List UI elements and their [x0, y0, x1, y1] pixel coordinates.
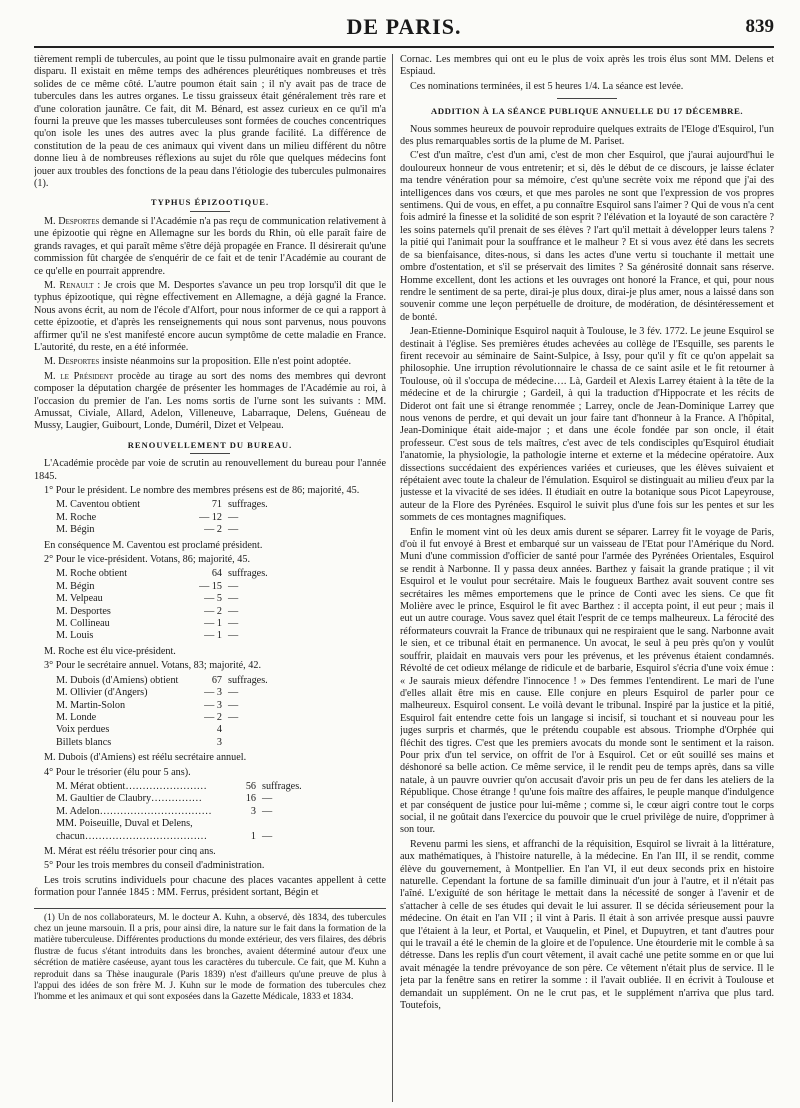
vote-unit: suffrages. [228, 499, 268, 511]
paragraph-president-result: En conséquence M. Caventou est proclamé président. [44, 539, 263, 551]
paragraph-eloge-2: Jean-Etienne-Dominique Esquirol naquit à Toulouse, le 3 fév. 1772. Le jeune Esquirol se destinait à l'église. Ses premières études achevées au collège de l'Esquille, ses parents le firent recevoir au séminaire de Saint-Sulpice, à Issy, pour qu'il y fît ce qu'on appelait sa philosophie. Une irruption révolutionnaire le chassa de ce saint asile et le fit retourner à Toulouse, où il s'occupa de médecine…. Là, Gardeil et Alexis Larrey étaient à la tête de la médecine et de la chirurgie ; Gardeil, à qui la traduction d'Hippocrate et les récits de Diderot ont fait une si étrange renommée ; Larrey, oncle de Jean-Dominique Larrey que nous venons de perdre, et qui devait un jour faire tant d'honneur à la France. A l'hôpital, Jean-Dominique était aide-major ; et dans une école fondée par son oncle, il était professeur. C'est sous de tels maîtres, c'est avec de tels condisciples qu'Esquirol étudiait l'anatomie, la physiologie, la pathologie interne et externe et la médecine opératoire. Aux dissections succédaient des expériences variées et curieuses, que les élèves suivaient et répétaient avec toute la chaleur de l'émulation. Esquirol se distinguait au milieu d'eux par la justesse et la vivacité de ses idées. Il étudiait en outre la botanique sous Picot Lapeyrouse, auteur de la Flore des Pyrénées. Esquirol le suivit plus d'une fois sur les pentes et sur les sommets de ces montagnes magnifiques. [400, 326, 774, 524]
vote-row [56, 675, 296, 687]
vote-unit: — [262, 830, 273, 842]
candidate-name: M. Adelon…………………………… [56, 805, 212, 817]
candidate-name: chacun……………………………… [56, 830, 208, 842]
vote-row [56, 606, 296, 618]
section-heading-bureau-text: RENOUVELLEMENT DU BUREAU. [127, 439, 293, 450]
paragraph-secretary-vote: 3° Pour le secrétaire annuel. Votans, 83; majorité, 42. [44, 660, 262, 672]
paragraph-secretary-result: M. Dubois (d'Amiens) est réélu secrétaire annuel. [44, 752, 247, 764]
vote-row [56, 806, 326, 818]
vote-row [56, 712, 296, 724]
candidate-name: M. Bégin [56, 524, 95, 536]
vote-count: — 3 [204, 699, 222, 711]
vote-count: — 5 [204, 593, 222, 605]
paragraph-treasurer-result: M. Mérat est réélu trésorier pour cinq ans. [44, 845, 216, 857]
paragraph-treasurer-vote: 4° Pour le trésorier (élu pour 5 ans). [44, 766, 191, 778]
candidate-name: MM. Poiseuille, Duval et Delens, [56, 818, 193, 830]
vote-count: — 2 [204, 605, 222, 617]
candidate-name: M. Dubois (d'Amiens) obtient [56, 674, 179, 686]
paragraph-eloge-1: C'est d'un maître, c'est d'un ami, c'est de mon cher Esquirol, que j'aurai aujourd'hui le douloureux honneur de vous entretenir; et si, dès le début de ce discours, je laisse éclater ma tendre vénération pour sa mémoire, c'est qu'une secrète voix me répond que j'ai des intelligences dans vos cœurs, et que mes paroles ne sont que l'expression de vos propres sentimens. Qui de vous, en effet, a pu connaître Esquirol sans l'aimer ? Qui de vous n'a cent fois admiré la finesse et la solidité de son esprit ? l'élévation et la loyauté de son caractère ? les soins paternels qu'il prenait de ses élèves ? l'art qu'il mettait à développer leurs talens ? la pitié qui l'animait pour la souffrance et le malheur ? Et si vous avez été dans les secrets de sa bienfaisance, dites-nous, si dans les actes d'une vertu si touchante il mettait une ombre d'ostentation, et s'il se préservait des limites ? Sa générosité donnait sans réserve. Homme excellent, dont les actions et les ouvrages ont honoré la France, et qui, pour nous rendre le sentiment de sa perte, dirai-je plus doux, dirai-je plus amer, nous a laissé dans son souvenir comme une leçon perpétuelle de droiture, de modération, de désintéressement et de bonté. [400, 150, 774, 323]
paragraph-text: demande si l'Académie n'a pas reçu de communication relativement à une épizootie qui règne en Allemagne sur les bords du Rhin, où elle paraît faire de grands ravages, et qui paraît même s'être déjà propagée en France. Il désirerait qu'une commission fût chargée de s'enquérir de ce fait et de tenir l'Académie au courant de ce qu'elle en pourrait apprendre. [34, 215, 386, 277]
page-title: DE PARIS. [346, 14, 462, 39]
candidate-name: M. Caventou obtient [56, 499, 141, 511]
paragraph-eloge-3: Enfin le moment vint où les deux amis durent se séparer. Larrey fit le voyage de Paris, d'où il fut envoyé à Brest et embarqué sur un vaisseau de l'Etat pour l'Amérique du Nord. Muni d'une commission d'officier de santé pour l'armée des Pyrénées Orientales, Esquirol se rendit à Narbonne. Il y passa deux années. Barthez y faisait la grande pratique ; il vit Esquirol et le voulut pour secrétaire. Mais le fougueux Barthez avait souvent contre ses secrétaires les mêmes emportemens que le prince de Conti avec les siens. Ce que fit Molière avec le prince, Esquirol le fit avec Barthez : il accepta point, il eut peur ; mais il eut un autre courage. Vous savez quel était l'esprit de ce temps malheureux. La férocité des réformateurs couvrait la France de tribunaux qui ne respiraient que le sang. Narbonne avait le sien, et ce tribunal était en permanence. Un avocat, le seul à peu près qu'on y voulût souffrir, plaidait en mauvais vers pour les prévenus, et les prévenus étaient condamnés. Révolté de cet odieux mélange de ridicule et de barbarie, Esquirol s'écria d'une voix émue : « Je saurais mieux défendre l'innocence ! » Des femmes l'entendirent. Le mari de l'une d'elles allait être mis en cause. Elle conjure en pleurs Esquirol de parler pour ce malheureux. Esquirol consent. Le voilà devant le tribunal. Inspiré par la justice et la pitié, Esquirol fait entendre cette fois un langage si incisif, si touchant et si nouveau pour les juges surpris et charmés, que le prétendu coupable est absous. Triomphe d'Orphée qui fléchit des tigres. C'est que les premiers avocats du monde sont le sentiment et la raison. Pour prix d'un tel service, on offrit de l'or à Esquirol. Cet or eût souillé ses mains et déshonoré sa belle action. Ce même service, il le rendit peu de temps après, dans sa ville natale, à un pauvre ouvrier qu'on accusait d'avoir pris un peu de fer dans les ateliers de la République. Chose étrange ! qu'une fois maître des affaires, le peuple manque d'indulgence et par conséquent de justice pour lui-même ; comme si, le cœur aigri contre tout le corps social, il ne goûtait dans l'exercice du pouvoir que le cruel privilège de nuire, d'opprimer à son tour. [400, 526, 774, 836]
vote-table-president [56, 499, 386, 536]
intro-paragraph: tièrement rempli de tubercules, au point que le tissu pulmonaire avait en grande partie disparu. Il existait en même temps des adhérences pleurétiques nombreuses et très solides de ce même côté. L'autre poumon était sain ; il n'y avait pas de trace de tubercules dans les autres organes. Le tissu graisseux était généralement très rare et d'une coloration jaunâtre. Ce fait, dit M. Bénard, est assez curieux en ce qu'il m'a fourni la preuve que les masses tuberculeuses sont formées de couches concentriques qu'on isole les unes des autres avec la plus grande facilité. La différence de constitution de la peau de ces animaux qui vivent dans un milieu différent du nôtre donne lieu à de nombreuses réflexions au sujet du rôle que quelques médecins font jouer aux troubles des fonctions de la peau dans l'étiologie des tubercules pulmonaires (1). [34, 54, 386, 190]
vote-count [216, 818, 262, 830]
candidate-name: M. Ollivier (d'Angers) [56, 687, 148, 699]
separator-rule [557, 98, 617, 99]
right-column [400, 54, 774, 1102]
vote-count: 56 [245, 780, 256, 792]
candidate-name: M. Londe [56, 711, 97, 723]
vote-row [56, 687, 296, 699]
candidate-name: M. Martin-Solon [56, 699, 126, 711]
vote-row [56, 818, 326, 830]
column-divider [392, 54, 393, 1102]
paragraph-text: insiste néanmoins sur la proposition. Elle n'est point adoptée. [99, 356, 352, 368]
page-header [34, 6, 774, 48]
paragraph-president [34, 371, 386, 433]
article-columns [34, 54, 774, 1102]
speaker-name: M. Renault [44, 279, 94, 291]
addition-heading: ADDITION À LA SÉANCE PUBLIQUE ANNUELLE DU 17 DÉCEMBRE. [430, 106, 744, 117]
paragraph-vice-vote: 2° Pour le vice-président. Votans, 86; majorité, 45. [44, 554, 250, 566]
paragraph-president-vote: 1° Pour le président. Le nombre des membres présens est de 86; majorité, 45. [44, 485, 360, 496]
vote-row [56, 593, 296, 605]
vote-unit: — [228, 593, 239, 605]
candidate-name: Voix perdues [56, 724, 110, 736]
candidate-name: M. Gaultier de Claubry…………… [56, 793, 202, 805]
vote-table-vice-president [56, 568, 386, 642]
paragraph-renault [34, 280, 386, 354]
vote-count: — 2 [204, 524, 222, 536]
vote-unit: — [228, 618, 239, 630]
paragraph-desportes-2 [34, 356, 386, 368]
candidate-name: M. Mérat obtient…………………… [56, 780, 207, 792]
vote-count: — 12 [199, 511, 222, 523]
candidate-name: M. Desportes [56, 605, 111, 617]
paragraph-cornac: Cornac. Les membres qui ont eu le plus de voix après les trois élus sont MM. Delens et Espiaud. [400, 54, 774, 78]
vote-unit: suffrages. [262, 780, 302, 792]
vote-table-treasurer [56, 781, 386, 843]
paragraph-vice-result: M. Roche est élu vice-président. [44, 645, 176, 657]
candidate-name: M. Bégin [56, 580, 95, 592]
section-heading-typhus [34, 196, 386, 211]
section-rule [190, 211, 230, 212]
vote-count: 71 [211, 499, 222, 511]
paragraph-scrutins: Les trois scrutins individuels pour chacune des places vacantes appellent à cette formation pour l'année 1845 : MM. Ferrus, président sortant, Bégin et [34, 874, 386, 899]
vote-unit: — [262, 793, 273, 805]
footnote-rule [34, 908, 386, 909]
section-rule [190, 453, 230, 454]
vote-count: — 1 [204, 618, 222, 630]
vote-count: 16 [245, 793, 256, 805]
vote-row [56, 499, 296, 511]
section-heading-typhus-text: TYPHUS ÉPIZOOTIQUE. [150, 197, 270, 208]
section-heading-bureau [34, 439, 386, 454]
vote-row [56, 793, 326, 805]
speaker-name: M. le Président [44, 370, 114, 382]
paragraph-text: : Je crois que M. Desportes s'avance un peu trop lorsqu'il dit que le typhus épizootique, qui règne effectivement en Allemagne, a déjà gagné la France. Nous avons écrit, au nom de l'école d'Alfort, pour nous informer de ce qui a rapport à cette épizootie, et d'après les renseignements qui nous sont parvenus, nous pouvons affirmer qu'il ne s'est manifesté encore aucun symptôme de cette maladie en France. L'autorité, du reste, en a été informée. [34, 279, 386, 353]
paragraph-desportes [34, 216, 386, 278]
page-number: 839 [745, 16, 774, 37]
vote-row [56, 737, 296, 749]
vote-row [56, 724, 296, 736]
paragraph-intro-eloge: Nous sommes heureux de pouvoir reproduire quelques extraits de l'Eloge d'Esquirol, l'un des plus remarquables sortis de la plume de M. Pariset. [400, 123, 774, 148]
paragraph-eloge-4: Revenu parmi les siens, et affranchi de la réquisition, Esquirol se livrait à la littérature, aux mathématiques, à l'histoire naturelle, à la médecine. En l'an III, il se rendit, comme élève du gouvernement, à Montpellier. En l'an VI, il eut deux seconds prix en histoire naturelle. Cependant la fortune de sa famille diminuait d'un jour à l'autre, et il n'était pas l'aîné. L'exiguïté de son héritage le mettait dans la nécessité de songer à l'avenir et de s'attacher à celle de ses études qui devait le lui assurer. Il se décida sérieusement pour la médecine. On était en l'an VII ; il vint à Paris. Il était à son arrivée presque aussi pauvre que l'étaient à la leur, et Portal, et Vauquelin, et Pinel, et Dupuytren, et tant d'autres pour qui le travail a été le chemin de la gloire et de l'opulence. Une étourderie mit le comble à sa détresse. Dans les replis d'un court vêtement, il avait caché une petite somme en or que lui avait ménagée la tendre prévoyance de son père. Ce vêtement n'était plus de service. Il le jeta par la fenêtre sans en retirer la somme : il l'avait oubliée. Il en écrivit à Toulouse et demandait un supplément. On ne le crut pas, et le supplément n'arriva que plus tard. Toutefois, [400, 838, 774, 1012]
footnote: (1) Un de nos collaborateurs, M. le docteur A. Kuhn, a observé, dès 1834, des tubercules chez un jeune marsouin. Il a pris, pour ainsi dire, la nature sur le fait dans la formation de la matière tuberculeuse. Différentes productions du monde extérieur, des vers filaires, des débris flustræ de fucus s'étant introduits dans les bronches, avaient déterminé autour d'eux une sécrétion de matière caséeuse, ayant tous les caractères du tubercule. Ce fait, que M. Kuhn a reproduit dans sa Thèse inaugurale (Paris 1839) n'est d'ailleurs qu'une preuve de plus à l'appui des idées de son frère M. J. Kuhn sur le mode de formation des tubercules chez l'homme et les animaux et qui sont exposées dans la Gazette Médicale, 1833 et 1834. [34, 912, 386, 1003]
candidate-name: M. Velpeau [56, 593, 103, 605]
vote-count: — 3 [204, 687, 222, 699]
paragraph-conseil: 5° Pour les trois membres du conseil d'administration. [44, 860, 265, 872]
vote-count: — 2 [204, 711, 222, 723]
vote-count: 3 [250, 805, 256, 817]
speaker-name: M. Desportes [44, 356, 100, 368]
vote-unit: suffrages. [228, 674, 268, 686]
paragraph-scrutin: L'Académie procède par voie de scrutin au renouvellement du bureau pour l'année 1845. [34, 458, 386, 482]
vote-row [56, 781, 326, 793]
candidate-name: Billets blancs [56, 736, 112, 748]
vote-unit: — [228, 605, 239, 617]
vote-row [56, 581, 296, 593]
vote-unit: — [228, 580, 239, 592]
vote-count: 3 [216, 736, 222, 748]
vote-unit: — [228, 687, 239, 699]
vote-row [56, 524, 296, 536]
paragraph-seance-levee: Ces nominations terminées, il est 5 heures 1/4. La séance est levée. [410, 80, 684, 92]
left-column [34, 54, 386, 1102]
vote-row [56, 630, 296, 642]
candidate-name: M. Collineau [56, 618, 110, 630]
vote-count: 64 [211, 568, 222, 580]
vote-unit: — [262, 805, 273, 817]
vote-unit: — [228, 699, 239, 711]
vote-row [56, 831, 326, 843]
vote-unit: — [228, 711, 239, 723]
vote-row [56, 512, 296, 524]
vote-count: 1 [250, 830, 256, 842]
candidate-name: M. Roche [56, 511, 97, 523]
vote-unit: — [228, 524, 239, 536]
candidate-name: M. Roche obtient [56, 568, 128, 580]
vote-unit: suffrages. [228, 568, 268, 580]
vote-count: — 1 [204, 630, 222, 642]
vote-table-secretary [56, 675, 386, 749]
vote-unit: — [228, 630, 239, 642]
vote-row [56, 700, 296, 712]
vote-count: — 15 [199, 580, 222, 592]
vote-row [56, 618, 296, 630]
candidate-name: M. Louis [56, 630, 94, 642]
vote-unit: — [228, 511, 239, 523]
paragraph-text: procède au tirage au sort des noms des membres qui devront composer la députation chargée de présenter les hommages de l'Académie au roi, à l'occasion du premier de l'an. Les noms sortis de l'urne sont les suivants : MM. Amussat, Civiale, Allard, Adelon, Villeneuve, Labarraque, Delens, Guéneau de Mussy, Laugier, Guibourt, Londe, Duméril, Dizet et Velpeau. [34, 370, 386, 432]
vote-count: 4 [216, 724, 222, 736]
speaker-name: M. Desportes [44, 215, 100, 227]
vote-count: 67 [211, 674, 222, 686]
vote-row [56, 568, 296, 580]
